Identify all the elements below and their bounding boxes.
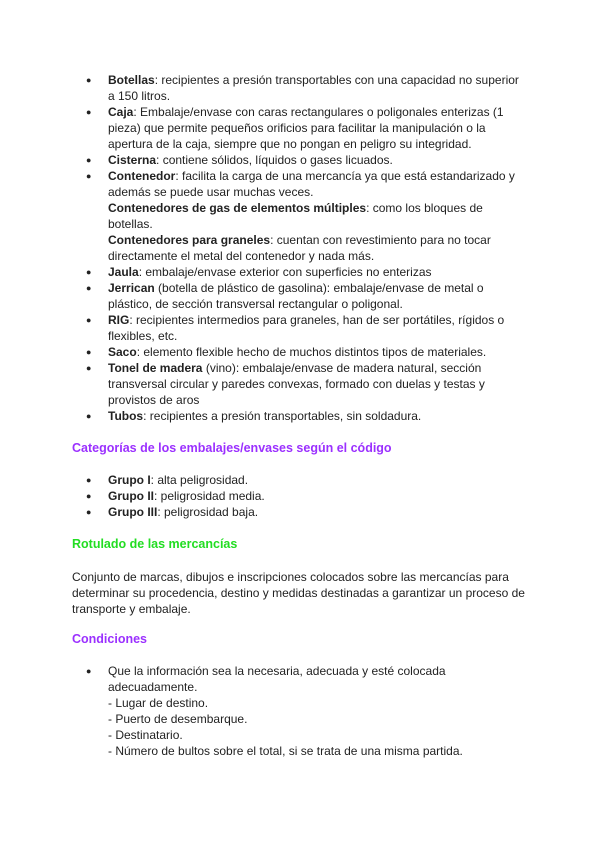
packaging-types-list <box>86 72 526 424</box>
dash-item: - Puerto de desembarque. <box>108 712 248 726</box>
heading-rotulado: Rotulado de las mercancías <box>72 537 238 551</box>
term: Contenedores de gas de elementos múltiples <box>108 201 367 215</box>
definition: : recipientes a presión transportables, sin soldadura. <box>143 409 422 423</box>
term: Tubos <box>108 409 144 423</box>
definition: : Embalaje/envase con caras rectangulares o poligonales enterizas (1 pieza) que permite pequeños orificios para facilitar la manipulación o la apertura de la caja, siempre que no pongan en peligro su integridad. <box>108 105 504 151</box>
definition: : peligrosidad media. <box>154 489 265 503</box>
conditions-list <box>86 663 526 759</box>
list-item <box>86 312 526 344</box>
definition: : recipientes a presión transportables con una capacidad no superior a 150 litros. <box>108 73 519 103</box>
list-item <box>86 504 526 520</box>
definition: : alta peligrosidad. <box>150 473 249 487</box>
term: Contenedores para graneles <box>108 233 271 247</box>
term: Jaula <box>108 265 139 279</box>
list-item <box>86 344 526 360</box>
term: Contenedor <box>108 169 176 183</box>
definition: : facilita la carga de una mercancía ya que está estandarizado y además se puede usar muchas veces. <box>108 169 515 199</box>
definition: (vino): embalaje/envase de madera natural, sección transversal circular y paredes convexas, formado con duelas y testas y provistos de aros <box>108 361 485 407</box>
list-item <box>86 472 526 488</box>
definition: : embalaje/envase exterior con superficies no enterizas <box>138 265 432 279</box>
list-item <box>86 663 526 695</box>
list-item <box>86 104 526 152</box>
term: RIG <box>108 313 130 327</box>
definition: : recipientes intermedios para graneles, han de ser portátiles, rígidos o flexibles, etc. <box>108 313 505 343</box>
term: Grupo III <box>108 505 158 519</box>
heading-condiciones: Condiciones <box>72 632 148 646</box>
term: Botellas <box>108 73 155 87</box>
list-item <box>86 168 526 200</box>
list-item <box>86 280 526 312</box>
condition-text: Que la información sea la necesaria, adecuada y esté colocada adecuadamente. <box>108 664 446 694</box>
term: Jerrican <box>108 281 155 295</box>
term: Tonel de madera <box>108 361 203 375</box>
list-item <box>86 264 526 280</box>
rotulado-paragraph: Conjunto de marcas, dibujos e inscripciones colocados sobre las mercancías para determinar su procedencia, destino y medidas destinadas a garantizar un proceso de transporte y embalaje. <box>72 570 525 616</box>
list-item <box>86 488 526 504</box>
term: Cisterna <box>108 153 157 167</box>
list-item <box>86 360 526 408</box>
dash-item: - Lugar de destino. <box>108 696 209 710</box>
groups-list <box>86 472 526 520</box>
sub-item <box>86 200 526 232</box>
definition: : como los bloques de botellas. <box>108 201 483 231</box>
term: Grupo II <box>108 489 154 503</box>
sub-item <box>86 232 526 264</box>
definition: : contiene sólidos, líquidos o gases licuados. <box>156 153 393 167</box>
list-item <box>86 408 526 424</box>
term: Saco <box>108 345 137 359</box>
term: Grupo I <box>108 473 151 487</box>
definition: : cuentan con revestimiento para no tocar directamente el metal del contenedor y nada más. <box>108 233 491 263</box>
definition: (botella de plástico de gasolina): embalaje/envase de metal o plástico, de sección transversal rectangular o poligonal. <box>108 281 484 311</box>
list-item <box>86 72 526 104</box>
definition: : peligrosidad baja. <box>157 505 259 519</box>
term: Caja <box>108 105 134 119</box>
dash-item: - Destinatario. <box>108 728 183 742</box>
list-item <box>86 152 526 168</box>
heading-categorias: Categorías de los embalajes/envases según el código <box>72 441 392 455</box>
dash-item: - Número de bultos sobre el total, si se trata de una misma partida. <box>108 744 463 758</box>
definition: : elemento flexible hecho de muchos distintos tipos de materiales. <box>136 345 487 359</box>
